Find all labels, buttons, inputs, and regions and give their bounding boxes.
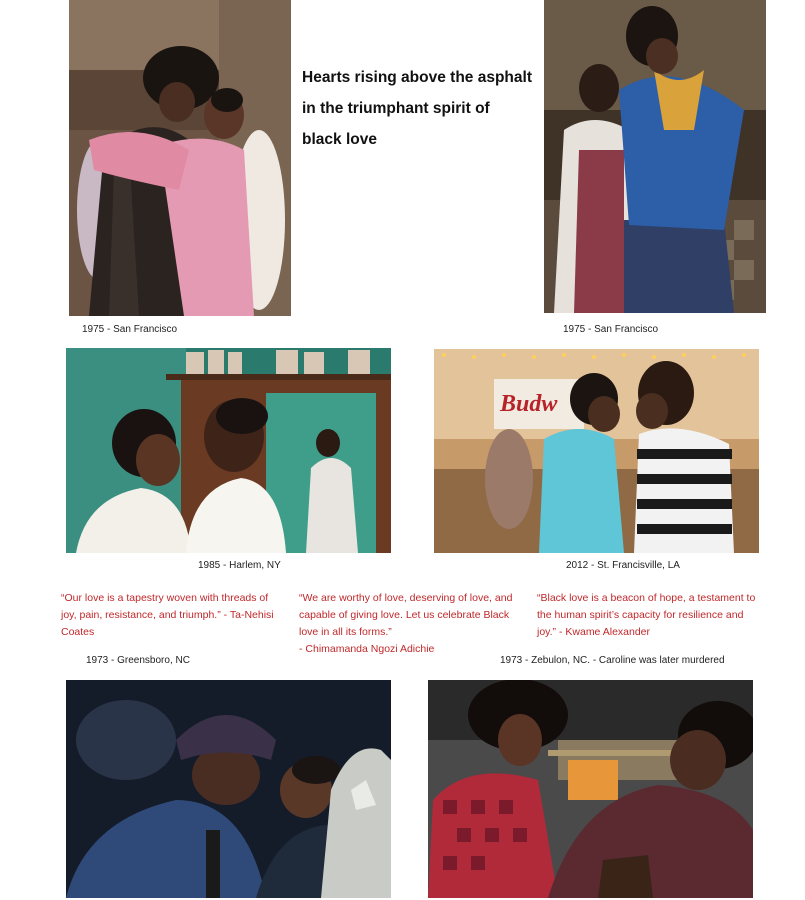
photo-2012-st-francisville-kiss bbox=[434, 349, 759, 553]
photo-1975-san-francisco-dance bbox=[544, 0, 766, 313]
quote-kwame-alexander: “Black love is a beacon of hope, a testament to the human spirit’s capacity for resilience and joy.” - Kwame Alexander bbox=[537, 592, 756, 638]
caption-photo-4: 2012 - St. Francisville, LA bbox=[566, 560, 680, 571]
quote-ta-nehisi-coates: “Our love is a tapestry woven with threads of joy, pain, resistance, and triumph.” - Ta-Nehisi Coates bbox=[61, 592, 274, 638]
photo-1975-san-francisco-embrace bbox=[69, 0, 291, 316]
caption-photo-2: 1975 - San Francisco bbox=[563, 324, 659, 335]
photo-1985-harlem-kiss bbox=[66, 348, 391, 553]
photo-1973-zebulon bbox=[428, 680, 753, 898]
quote-adichie-text: “We are worthy of love, deserving of love, and capable of giving love. Let us celebrate Black love in all its forms.” bbox=[299, 592, 513, 638]
quote-adichie-author: - Chimamanda Ngozi Adichie bbox=[299, 643, 435, 655]
page-headline: Hearts rising above the asphalt in the triumphant spirit of black love bbox=[302, 69, 532, 148]
caption-photo-6: 1973 - Zebulon, NC. - Caroline was later murdered bbox=[500, 655, 725, 666]
caption-photo-3: 1985 - Harlem, NY bbox=[198, 560, 281, 571]
budweiser-sign-text: Budw bbox=[500, 391, 558, 417]
caption-photo-5: 1973 - Greensboro, NC bbox=[86, 655, 190, 666]
quote-chimamanda-adichie bbox=[299, 590, 527, 658]
caption-photo-1: 1975 - San Francisco bbox=[82, 324, 178, 335]
photo-1973-greensboro bbox=[66, 680, 391, 898]
